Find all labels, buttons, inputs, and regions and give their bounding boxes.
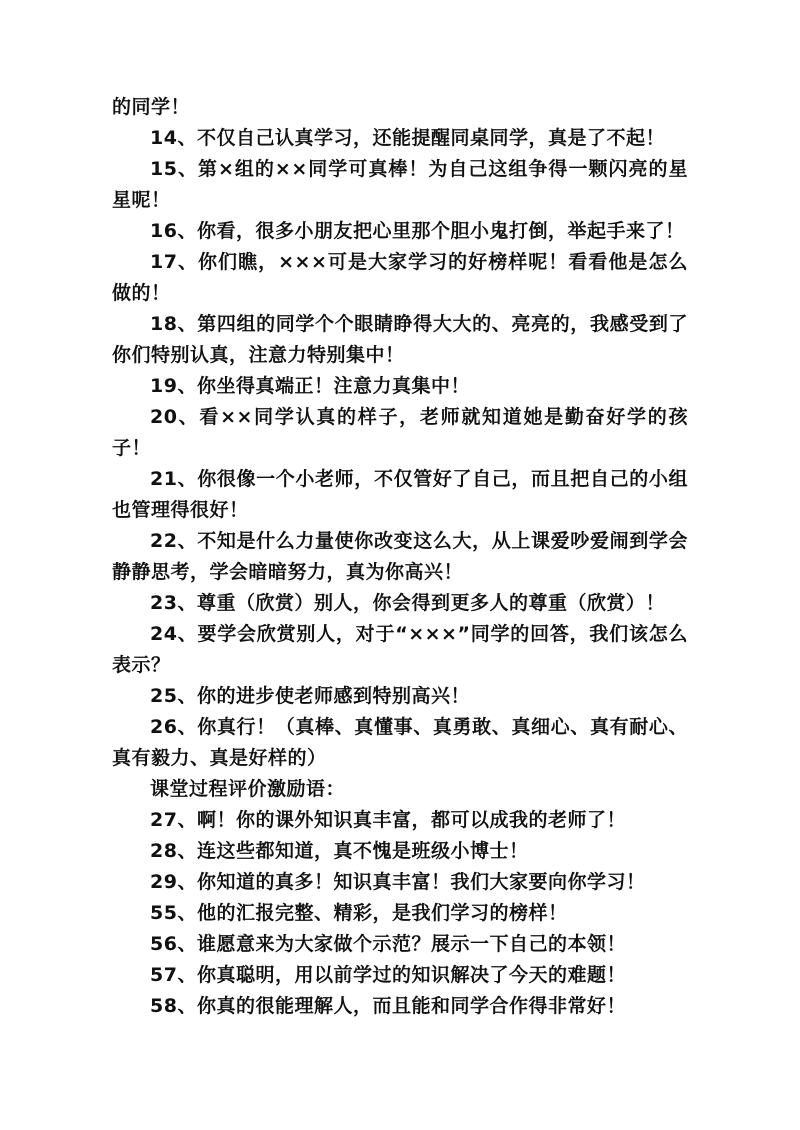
list-item: 26、你真行！（真棒、真懂事、真勇敢、真细心、真有耐心、真有毅力、真是好样的） bbox=[112, 716, 688, 769]
list-item: 55、他的汇报完整、精彩，是我们学习的榜样！ bbox=[150, 902, 568, 924]
list-item: 19、你坐得真端正！注意力真集中！ bbox=[150, 375, 470, 397]
list-item: 25、你的进步使老师感到特别高兴！ bbox=[150, 685, 470, 707]
list-item: 29、你知道的真多！知识真丰富！我们大家要向你学习！ bbox=[150, 871, 646, 893]
list-item: 14、不仅自己认真学习，还能提醒同桌同学，真是了不起！ bbox=[150, 127, 665, 149]
list-item: 20、看××同学认真的样子，老师就知道她是勤奋好学的孩子！ bbox=[112, 406, 688, 459]
continuation-line: 的同学！ bbox=[112, 96, 191, 118]
list-item: 24、要学会欣赏别人，对于“×××”同学的回答，我们该怎么表示？ bbox=[112, 623, 688, 676]
list-item: 22、不知是什么力量使你改变这么大，从上课爱吵爱闹到学会静静思考，学会暗暗努力，真为你高兴！ bbox=[112, 530, 688, 583]
list-item: 17、你们瞧，×××可是大家学习的好榜样呢！看看他是怎么做的！ bbox=[112, 251, 688, 304]
list-item: 15、第×组的××同学可真棒！为自己这组争得一颗闪亮的星星呢！ bbox=[112, 158, 688, 211]
list-item: 57、你真聪明，用以前学过的知识解决了今天的难题！ bbox=[150, 964, 626, 986]
list-item: 27、啊！你的课外知识真丰富，都可以成我的老师了！ bbox=[150, 809, 626, 831]
list-item: 56、谁愿意来为大家做个示范？展示一下自己的本领！ bbox=[150, 933, 626, 955]
list-item: 21、你很像一个小老师，不仅管好了自己，而且把自己的小组也管理得很好！ bbox=[112, 468, 688, 521]
list-item: 23、尊重（欣赏）别人，你会得到更多人的尊重（欣赏）！ bbox=[150, 592, 665, 614]
list-item: 18、第四组的同学个个眼睛睁得大大的、亮亮的，我感受到了你们特别认真，注意力特别集中！ bbox=[112, 313, 688, 366]
list-item: 28、连这些都知道，真不愧是班级小博士！ bbox=[150, 840, 529, 862]
section-heading: 课堂过程评价激励语： bbox=[150, 778, 346, 800]
list-item: 58、你真的很能理解人，而且能和同学合作得非常好！ bbox=[150, 995, 626, 1017]
list-item: 16、你看，很多小朋友把心里那个胆小鬼打倒，举起手来了！ bbox=[150, 220, 685, 242]
